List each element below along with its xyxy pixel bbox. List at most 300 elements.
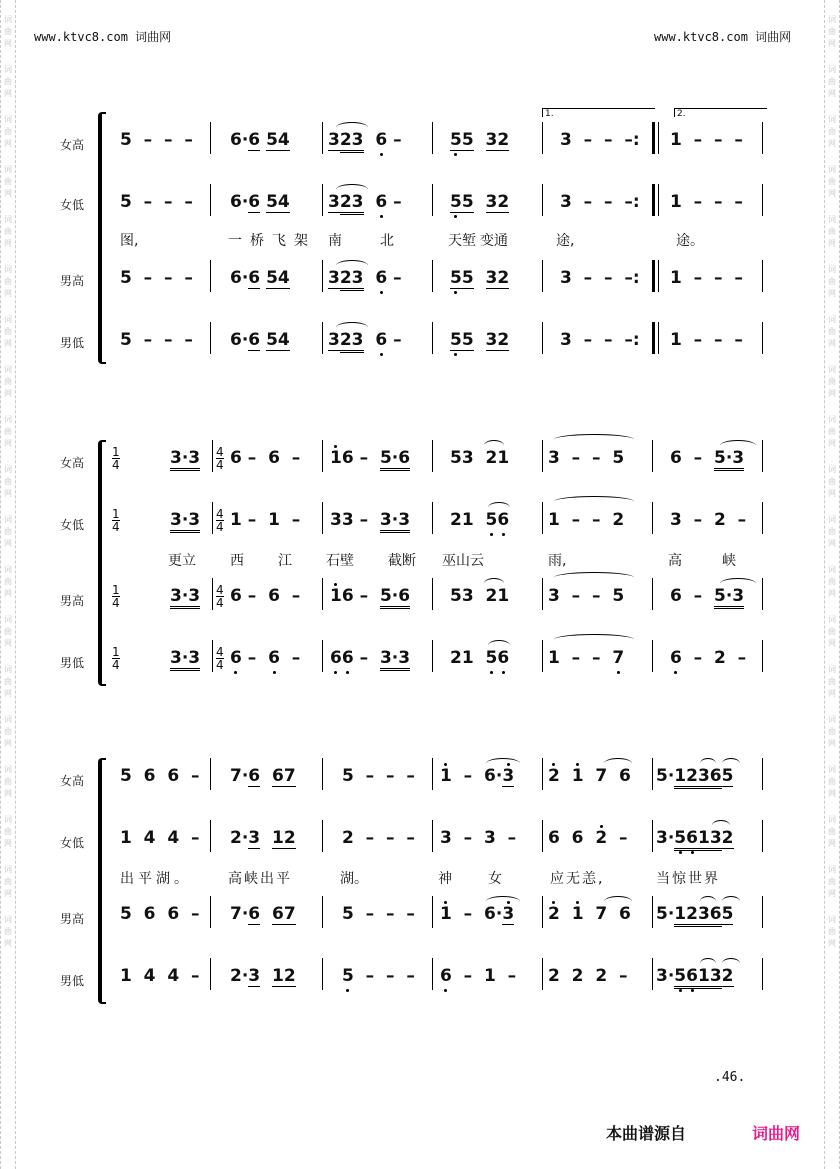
watermark-char: 词	[4, 815, 12, 824]
time-signature	[216, 646, 224, 671]
bar-line	[762, 260, 763, 292]
watermark-block	[4, 464, 12, 500]
notation: 3 – – 5	[548, 586, 625, 606]
header-site-left[interactable]: www.ktvc8.com 词曲网	[34, 30, 172, 44]
watermark-char: 曲	[828, 877, 836, 886]
bar-line	[652, 184, 655, 216]
notation: 1 – 6·3	[440, 904, 515, 924]
watermark-block	[4, 614, 12, 650]
tie-arc	[720, 578, 756, 589]
watermark-char: 曲	[828, 377, 836, 386]
voice-label-alto: 女低	[60, 518, 85, 532]
bar-line	[212, 502, 213, 534]
watermark-char: 网	[4, 889, 12, 898]
time-signature	[216, 508, 224, 533]
watermark-char: 曲	[828, 927, 836, 936]
lyric: 出平湖。	[120, 871, 192, 887]
notation: 3 – 3 –	[440, 828, 517, 848]
watermark-block	[4, 714, 12, 750]
watermark-char: 曲	[828, 827, 836, 836]
tie-arc	[554, 634, 634, 645]
watermark-char: 词	[828, 515, 836, 524]
watermark-block	[4, 814, 12, 850]
bar-line	[652, 758, 653, 790]
notation: 5·12365	[656, 766, 733, 786]
watermark-block	[828, 564, 836, 600]
watermark-block	[4, 64, 12, 100]
watermark-char: 词	[4, 315, 12, 324]
watermark-block	[4, 364, 12, 400]
notation: 3 – – –:	[560, 130, 640, 150]
watermark-char: 网	[828, 289, 836, 298]
watermark-char: 曲	[4, 127, 12, 136]
watermark-block	[828, 214, 836, 250]
watermark-char: 曲	[828, 577, 836, 586]
notation: 66 – 3·3	[330, 648, 410, 668]
notation: 55 32	[450, 268, 510, 288]
watermark-char: 网	[828, 239, 836, 248]
bar-line	[210, 184, 211, 216]
bar-line	[322, 640, 323, 672]
watermark-char: 词	[4, 115, 12, 124]
bar-line	[762, 640, 763, 672]
system-brace	[98, 758, 106, 1004]
lyric: 图,	[120, 233, 139, 249]
bar-line	[652, 122, 655, 154]
watermark-char: 网	[4, 39, 12, 48]
notation: 5·12365	[656, 904, 733, 924]
bar-line	[432, 260, 433, 292]
bar-line	[322, 260, 323, 292]
lyric: 峡	[722, 553, 736, 569]
watermark-block	[828, 514, 836, 550]
notation: 5 – – –	[342, 766, 415, 786]
notation: 2 1 7 6	[548, 766, 631, 786]
watermark-block	[828, 64, 836, 100]
time-signature	[112, 508, 120, 533]
time-signature-denominator: 4	[216, 658, 224, 672]
watermark-char: 网	[4, 739, 12, 748]
lyric: 高	[668, 553, 682, 569]
notation: 1 – – –	[670, 192, 743, 212]
footer-source-label: 本曲谱源自	[606, 1124, 687, 1143]
watermark-block	[4, 164, 12, 200]
bar-line	[322, 322, 323, 354]
bar-line	[322, 896, 323, 928]
bar-line	[542, 758, 543, 790]
voice-label-bass: 男低	[60, 656, 85, 670]
watermark-char: 曲	[828, 477, 836, 486]
bar-line	[432, 322, 433, 354]
watermark-block	[4, 314, 12, 350]
notation: 1 – 1 –	[230, 510, 301, 530]
time-signature-denominator: 4	[112, 520, 120, 534]
notation: 5 – – –	[120, 192, 193, 212]
lyric: 江	[278, 553, 292, 569]
watermark-block	[828, 14, 836, 50]
bar-line	[652, 896, 653, 928]
watermark-char: 网	[4, 939, 12, 948]
watermark-char: 词	[4, 865, 12, 874]
footer-brand-link[interactable]: 词曲网	[752, 1124, 801, 1143]
watermark-block	[828, 714, 836, 750]
notation: 53 21	[450, 586, 510, 606]
tie-arc	[554, 434, 634, 445]
tie-arc	[484, 578, 504, 589]
bar-line	[762, 820, 763, 852]
notation: 6·6 54	[230, 330, 290, 350]
notation: 323 6 –	[328, 130, 402, 150]
notation: 3 – – 5	[548, 448, 625, 468]
watermark-block	[828, 264, 836, 300]
time-signature-denominator: 4	[216, 596, 224, 610]
watermark-char: 词	[828, 315, 836, 324]
notation: 33 – 3·3	[330, 510, 410, 530]
bar-line	[762, 578, 763, 610]
tie-arc	[712, 820, 730, 831]
notation: 6 – 6 –	[230, 648, 301, 668]
lyric: 应无恙,	[550, 871, 605, 887]
time-signature-denominator: 4	[112, 596, 120, 610]
watermark-char: 网	[4, 839, 12, 848]
watermark-char: 曲	[828, 127, 836, 136]
bar-line	[210, 820, 211, 852]
tie-arc	[722, 758, 740, 769]
watermark-char: 词	[828, 615, 836, 624]
bar-line	[658, 184, 659, 216]
watermark-char: 词	[4, 15, 12, 24]
notation: 55 32	[450, 330, 510, 350]
watermark-char: 网	[4, 489, 12, 498]
time-signature-numerator: 4	[216, 583, 224, 597]
watermark-char: 曲	[4, 27, 12, 36]
notation: 3·3	[170, 586, 200, 606]
bar-line	[322, 758, 323, 790]
notation: 53 21	[450, 448, 510, 468]
lyric: 雨,	[548, 553, 567, 569]
score-system-3	[60, 758, 780, 1004]
watermark-char: 词	[4, 365, 12, 374]
watermark-char: 曲	[4, 777, 12, 786]
watermark-char: 曲	[4, 527, 12, 536]
tie-arc	[488, 640, 510, 651]
bar-line	[322, 502, 323, 534]
notation: 3 – 2 –	[670, 510, 747, 530]
bar-line	[210, 260, 211, 292]
notation: 1 – – 2	[548, 510, 625, 530]
watermark-block	[828, 664, 836, 700]
notation: 5 – – –	[342, 966, 415, 986]
watermark-char: 网	[828, 739, 836, 748]
bar-line	[210, 322, 211, 354]
watermark-char: 词	[828, 365, 836, 374]
watermark-char: 网	[828, 689, 836, 698]
bar-line	[432, 440, 433, 472]
watermark-char: 词	[828, 115, 836, 124]
bar-line	[322, 820, 323, 852]
notation: 323 6 –	[328, 192, 402, 212]
watermark-char: 曲	[828, 727, 836, 736]
bar-line	[210, 958, 211, 990]
bar-line	[210, 896, 211, 928]
notation: 16 – 5·6	[330, 448, 410, 468]
watermark-char: 词	[828, 865, 836, 874]
watermark-char: 曲	[4, 227, 12, 236]
watermark-char: 曲	[828, 177, 836, 186]
lyric: 截断	[388, 553, 416, 569]
notation: 2 1 7 6	[548, 904, 631, 924]
notation: 5 – – –	[120, 268, 193, 288]
lyric: 当惊世界	[656, 871, 720, 887]
bar-line	[432, 896, 433, 928]
time-signature-denominator: 4	[112, 658, 120, 672]
bar-line	[652, 640, 653, 672]
watermark-char: 词	[4, 765, 12, 774]
lyric: 高峡出平	[228, 871, 292, 887]
bar-line	[762, 322, 763, 354]
watermark-block	[4, 864, 12, 900]
tie-arc	[336, 322, 368, 333]
watermark-char: 曲	[828, 327, 836, 336]
watermark-char: 网	[828, 789, 836, 798]
watermark-char: 词	[4, 265, 12, 274]
watermark-block	[4, 914, 12, 950]
time-signature	[112, 446, 120, 471]
watermark-char: 词	[4, 515, 12, 524]
watermark-char: 曲	[4, 627, 12, 636]
voice-label-tenor: 男高	[60, 912, 85, 926]
notation: 55 32	[450, 130, 510, 150]
lyric: 北	[380, 233, 394, 249]
watermark-block	[4, 764, 12, 800]
watermark-char: 词	[828, 15, 836, 24]
notation: 1 – – –	[670, 130, 743, 150]
lyric: 巫山云	[442, 553, 484, 569]
notation: 5 – – –	[120, 330, 193, 350]
notation: 323 6 –	[328, 330, 402, 350]
watermark-char: 网	[828, 389, 836, 398]
bar-line	[432, 758, 433, 790]
notation: 6 – 5·3	[670, 586, 744, 606]
watermark-char: 网	[4, 339, 12, 348]
right-watermark-strip	[824, 0, 840, 1169]
bar-line	[322, 578, 323, 610]
system-brace	[98, 112, 106, 364]
watermark-char: 曲	[4, 77, 12, 86]
bar-line	[322, 440, 323, 472]
bar-line	[542, 640, 543, 672]
tie-arc	[700, 958, 716, 969]
watermark-char: 词	[828, 465, 836, 474]
watermark-block	[828, 114, 836, 150]
notation: 6·6 54	[230, 268, 290, 288]
system-brace	[98, 440, 106, 686]
watermark-char: 词	[4, 415, 12, 424]
time-signature-denominator: 4	[112, 458, 120, 472]
bar-line	[212, 578, 213, 610]
lyric: 南	[328, 233, 342, 249]
time-signature-numerator: 1	[112, 583, 120, 597]
watermark-char: 曲	[4, 427, 12, 436]
bar-line	[542, 440, 543, 472]
notation: 2·3 12	[230, 828, 296, 848]
watermark-block	[4, 264, 12, 300]
time-signature-numerator: 4	[216, 507, 224, 521]
notation: 2 2 2 –	[548, 966, 628, 986]
bar-line	[542, 502, 543, 534]
watermark-block	[4, 664, 12, 700]
notation: 5 6 6 –	[120, 766, 200, 786]
notation: 3·56132	[656, 828, 734, 848]
tie-arc	[336, 122, 368, 133]
watermark-char: 词	[828, 665, 836, 674]
watermark-char: 网	[828, 589, 836, 598]
watermark-char: 词	[828, 265, 836, 274]
lyric: 更立	[168, 553, 196, 569]
bar-line	[432, 184, 433, 216]
bar-line	[652, 820, 653, 852]
watermark-char: 网	[828, 439, 836, 448]
notation: 7·6 67	[230, 766, 296, 786]
watermark-char: 词	[828, 815, 836, 824]
watermark-char: 网	[4, 389, 12, 398]
watermark-char: 曲	[4, 927, 12, 936]
tie-arc	[336, 184, 368, 195]
notation: 6 – 5·3	[670, 448, 744, 468]
notation: 21 56	[450, 510, 510, 530]
watermark-block	[828, 814, 836, 850]
bar-line	[652, 322, 655, 354]
volta-1: 1.	[542, 108, 655, 117]
tie-arc	[488, 502, 510, 513]
watermark-char: 曲	[4, 577, 12, 586]
bar-line	[658, 260, 659, 292]
notation: 1 – – –	[670, 268, 743, 288]
watermark-char: 曲	[4, 327, 12, 336]
notation: 323 6 –	[328, 268, 402, 288]
watermark-char: 曲	[4, 827, 12, 836]
bar-line	[762, 896, 763, 928]
watermark-char: 网	[828, 839, 836, 848]
watermark-block	[828, 464, 836, 500]
bar-line	[322, 184, 323, 216]
notation: 1 4 4 –	[120, 828, 200, 848]
watermark-char: 网	[828, 939, 836, 948]
watermark-char: 网	[828, 489, 836, 498]
watermark-char: 词	[828, 415, 836, 424]
watermark-char: 曲	[828, 27, 836, 36]
tie-arc	[336, 260, 368, 271]
time-signature-numerator: 4	[216, 445, 224, 459]
notation: 21 56	[450, 648, 510, 668]
notation: 3·3	[170, 648, 200, 668]
bar-line	[652, 440, 653, 472]
bar-line	[652, 958, 653, 990]
bar-line	[432, 820, 433, 852]
notation: 16 – 5·6	[330, 586, 410, 606]
watermark-char: 网	[4, 689, 12, 698]
watermark-char: 曲	[828, 777, 836, 786]
notation: 3·3	[170, 448, 200, 468]
watermark-char: 网	[4, 139, 12, 148]
tie-arc	[700, 758, 716, 769]
watermark-block	[4, 114, 12, 150]
bar-line	[542, 322, 543, 354]
notation: 3 – – –:	[560, 268, 640, 288]
bar-line	[542, 958, 543, 990]
watermark-char: 曲	[4, 377, 12, 386]
tie-arc	[554, 572, 634, 583]
watermark-char: 网	[4, 239, 12, 248]
bar-line	[322, 122, 323, 154]
time-signature-numerator: 1	[112, 645, 120, 659]
notation: 6·6 54	[230, 130, 290, 150]
time-signature-numerator: 1	[112, 507, 120, 521]
watermark-char: 词	[828, 715, 836, 724]
tie-arc	[722, 958, 740, 969]
watermark-block	[4, 414, 12, 450]
watermark-char: 网	[828, 639, 836, 648]
tie-arc	[486, 896, 520, 907]
watermark-block	[828, 764, 836, 800]
bar-line	[542, 820, 543, 852]
voice-label-bass: 男低	[60, 336, 85, 350]
voice-label-soprano: 女高	[60, 774, 85, 788]
bar-line	[432, 640, 433, 672]
watermark-char: 曲	[828, 277, 836, 286]
time-signature-numerator: 1	[112, 445, 120, 459]
watermark-block	[828, 164, 836, 200]
lyric: 变通	[480, 233, 508, 249]
watermark-char: 网	[4, 189, 12, 198]
watermark-char: 网	[828, 889, 836, 898]
notation: 55 32	[450, 192, 510, 212]
watermark-char: 词	[828, 765, 836, 774]
watermark-block	[828, 914, 836, 950]
bar-line	[210, 122, 211, 154]
watermark-block	[828, 364, 836, 400]
notation: 6 – 6 –	[230, 586, 301, 606]
tie-arc	[722, 896, 740, 907]
bar-line	[542, 260, 543, 292]
notation: 5 6 6 –	[120, 904, 200, 924]
lyric: 女	[488, 871, 502, 887]
notation: 6 – 6 –	[230, 448, 301, 468]
watermark-char: 词	[4, 715, 12, 724]
watermark-char: 网	[4, 539, 12, 548]
tie-arc	[554, 496, 634, 507]
watermark-char: 词	[828, 565, 836, 574]
bar-line	[762, 502, 763, 534]
header-site-right[interactable]: www.ktvc8.com 词曲网	[654, 30, 792, 44]
bar-line	[210, 758, 211, 790]
bar-line	[762, 184, 763, 216]
bar-line	[542, 184, 543, 216]
time-signature	[112, 646, 120, 671]
watermark-char: 曲	[828, 227, 836, 236]
watermark-char: 词	[4, 215, 12, 224]
tie-arc	[720, 440, 756, 451]
watermark-char: 曲	[4, 177, 12, 186]
tie-arc	[486, 758, 520, 769]
bar-line	[652, 502, 653, 534]
score-system-1	[60, 109, 780, 364]
voice-label-soprano: 女高	[60, 138, 85, 152]
notation: 1 – 6·3	[440, 766, 515, 786]
notation: 3·56132	[656, 966, 734, 986]
time-signature	[216, 584, 224, 609]
voice-label-soprano: 女高	[60, 456, 85, 470]
